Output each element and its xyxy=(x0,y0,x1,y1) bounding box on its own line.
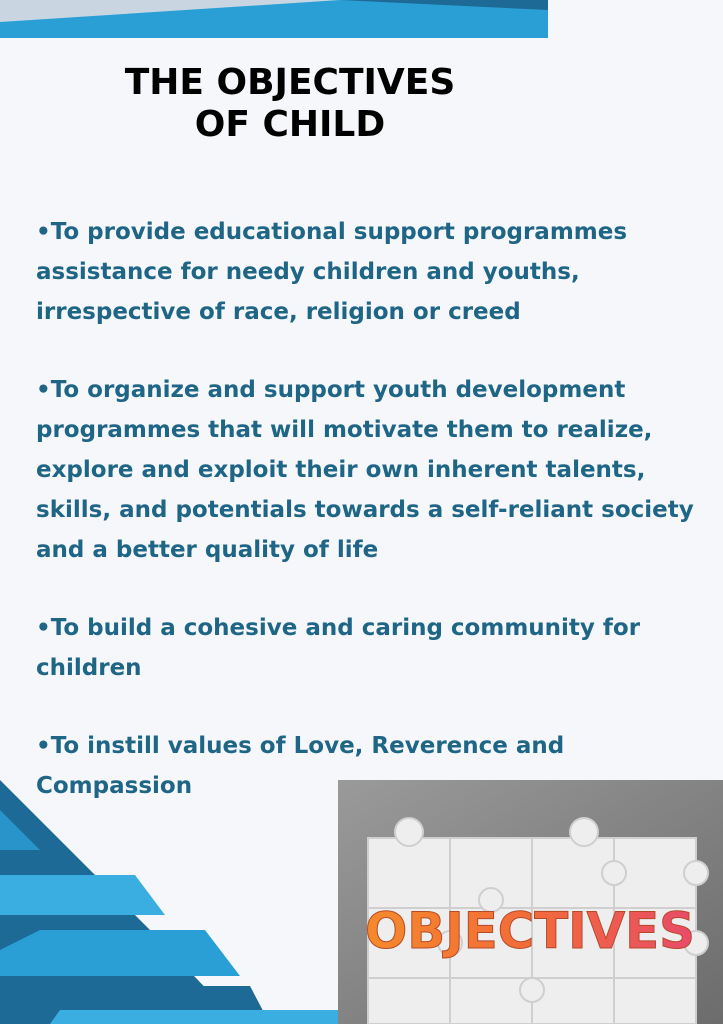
objectives-list xyxy=(36,212,716,844)
top-banner-stripe xyxy=(0,0,723,40)
objective-item: •To provide educational support programmes assistance for needy children and youths, irrespective of race, religion or creed xyxy=(36,219,628,325)
objective-item: •To build a cohesive and caring community for children xyxy=(36,615,641,681)
puzzle-image xyxy=(338,780,723,1024)
title-line-2: OF CHILD xyxy=(194,104,386,146)
decorative-stripes xyxy=(0,780,360,1024)
objectives-word: OBJECTIVES xyxy=(365,902,695,960)
title-line-1: THE OBJECTIVES xyxy=(124,62,456,103)
objective-item: •To organize and support youth development programmes that will motivate them to realize, explore and exploit their own inherent talents, skills, and potentials towards a self-reliant society and a better quality of life xyxy=(36,377,694,563)
page-title xyxy=(0,62,580,147)
objective-item: •To instill values of Love, Reverence and Compassion xyxy=(36,733,565,799)
